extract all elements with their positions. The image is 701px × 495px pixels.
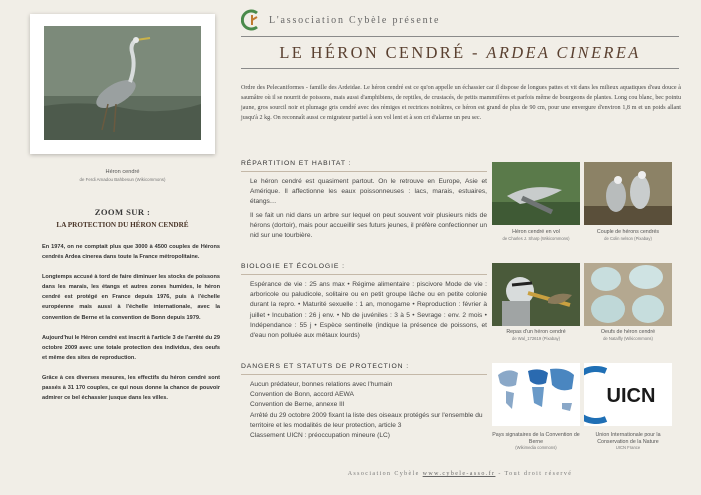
photo-heron-meal <box>492 263 580 326</box>
photo-heron-flight <box>492 162 580 225</box>
section-title: DANGERS ET STATUTS DE PROTECTION : <box>241 363 487 375</box>
caption-credit: (Wikimedia commons) <box>515 445 557 451</box>
zoom-paragraph: Longtemps accusé à tord de faire diminuer les stocks de poissons dans les marais, les étangs et autres zones humides, le héron cendré est protégé en France depuis 1976, puis à l'échelle européenne mais aussi à l'échelle internationale, avec la convention de Berne et la convention de Bonn depuis 1979. <box>42 274 220 321</box>
danger-line: Arrêté du 29 octobre 2009 fixant la liste des oiseaux protégés sur l'ensemble du territoire et les modalités de leur protection, article 3 <box>250 411 483 429</box>
caption-credit: de Colin nelson (Pixabay) <box>604 235 652 241</box>
photo-caption <box>489 432 583 451</box>
section-repartition <box>241 160 487 244</box>
caption-text: Héron cendré en vol <box>512 229 560 235</box>
danger-line: Convention de Bonn, accord AEWA <box>250 391 354 399</box>
section-text <box>241 380 487 441</box>
heron-photo-image <box>44 26 201 140</box>
caption-text: Couple de hérons cendrés <box>596 229 660 235</box>
zoom-text <box>42 242 220 413</box>
header-divider-bottom <box>241 68 679 69</box>
title-latin: ARDEA CINEREA <box>486 43 641 62</box>
danger-line: Classement UICN : préoccupation mineure (LC) <box>250 432 390 440</box>
section-text <box>241 280 487 341</box>
footer-prefix: Association Cybèle <box>347 471 423 477</box>
zoom-paragraph: Aujourd'hui le Héron cendré est inscrit à l'article 3 de l'arrêté du 29 octobre 2009 avec une totale protection des individus, des oeufs et même des sites de reproduction. <box>42 334 220 361</box>
caption-text: Union Internationale pour la Conservation de la Nature <box>595 432 661 445</box>
uicn-logo-text: UICN <box>606 385 656 407</box>
zoom-paragraph: En 1974, on ne comptait plus que 3000 à 4500 couples de Hérons cendrés Ardea cinerea dans toute la France métropolitaine. <box>42 244 220 261</box>
intro-paragraph: Ordre des Pelecaniformes - famille des Ardeidae. Le héron cendré est ce qu'on appelle un échassier car il dispose de longues pattes et vit dans les milieux aquatiques d'eau douce à saumâtre où il se nourrit de poissons, mais aussi d'amphibiens, de reptiles, de crustacés, de petits mammifères et parfois même de bourgeons de plantes. Long cou blanc, bec pointu jaune, gros sourcil noir et plumage gris cendré avec des rémiges et rectrices noirâtres, ce héron est grand de plus de 90 cm, pour une envergure d'environ 1,8 m et un poids allant jusqu'à 2 kg. On reconnaît aussi ce migrateur partiel à son vol lent et à son cri d'alarme un peu sec. <box>241 85 681 121</box>
caption-text: Oeufs de héron cendré <box>600 329 656 335</box>
title-main: LE HÉRON CENDRÉ - <box>279 43 487 62</box>
photo-caption <box>489 329 583 341</box>
caption-credit: de Charles J. Sharp (Wikicommons) <box>502 235 570 241</box>
caption-credit: de Wal_172619 (Pixabay) <box>511 335 561 341</box>
uicn-logo <box>584 363 672 426</box>
photo-heron-eggs <box>584 263 672 326</box>
section-text <box>241 177 487 241</box>
photo-berne-map <box>492 363 580 426</box>
section-paragraph: Le héron cendré est quasiment partout. On le retrouve en Europe, Asie et Amérique. Il affectionne les eaux poissonneuses : lacs, marais, estuaires, étangs… <box>250 178 487 206</box>
footer-suffix: - Tout droit réservé <box>495 471 573 477</box>
page-title <box>241 43 679 63</box>
section-dangers <box>241 363 487 441</box>
photo-heron-couple <box>584 162 672 225</box>
danger-line: Convention de Berne, annexe III <box>250 401 345 409</box>
caption-credit: UICN France <box>615 445 641 451</box>
section-title: RÉPARTITION ET HABITAT : <box>241 160 487 172</box>
danger-line: Aucun prédateur, bonnes relations avec l'humain <box>250 381 393 388</box>
section-paragraph: Il se fait un nid dans un arbre sur lequel on peut souvent voir plusieurs nids de hérons (dortoir), mais pour accueillir ses futurs jeunes, il préfère confectionner un nid sur une tourbière. <box>250 211 487 240</box>
footer <box>241 471 679 477</box>
zoom-paragraph: Grâce à ces diverses mesures, les effectifs du héron cendré sont passés à 31 170 couples, ce qui nous donne la chance de pouvoir admirer ce bel échassier jusque dans les villes. <box>42 374 220 402</box>
section-paragraph: Espérance de vie : 25 ans max • Régime alimentaire : piscivore Mode de vie : arboricole ou paludicole, solitaire ou en petit groupe lâche ou en petite colonie durant la repro. • Maturité sexuelle : 1 an, monogame • Reproduction : février à juillet • Incubation : 26 j env. • Nb de juvéniles : 3 à 5 • Sevrage : env. 2 mois • Indépendance : 55 j • Espèce sentinelle (indique la présence de poissons, et d'eau non polluée aux métaux lourds) <box>250 281 487 340</box>
photo-caption <box>581 329 675 341</box>
caption-text: Pays signataires de la Convention de Berne <box>492 432 580 445</box>
photo-caption <box>489 229 583 241</box>
photo-caption <box>581 432 675 451</box>
zoom-title: ZOOM SUR : <box>94 207 151 217</box>
main-photo-caption: Héron cendré <box>105 169 140 175</box>
photo-caption <box>581 229 675 241</box>
caption-text: Repas d'un héron cendré <box>506 329 566 335</box>
caption-credit: de Natalfly (Wikicommons) <box>603 335 653 341</box>
section-biologie <box>241 263 487 344</box>
footer-link[interactable]: www.cybele-asso.fr <box>422 471 496 477</box>
header-divider-top <box>241 36 679 37</box>
main-heron-photo <box>30 14 215 154</box>
cybele-logo-icon <box>241 9 263 31</box>
section-title: BIOLOGIE ET ÉCOLOGIE : <box>241 263 487 275</box>
association-header: L'association Cybèle présente <box>269 15 441 26</box>
main-photo-credit: de Ferdi Amadou Bahbesun (Wikicommons) <box>79 177 166 182</box>
zoom-subtitle: LA PROTECTION DU HÉRON CENDRÉ <box>56 221 189 229</box>
